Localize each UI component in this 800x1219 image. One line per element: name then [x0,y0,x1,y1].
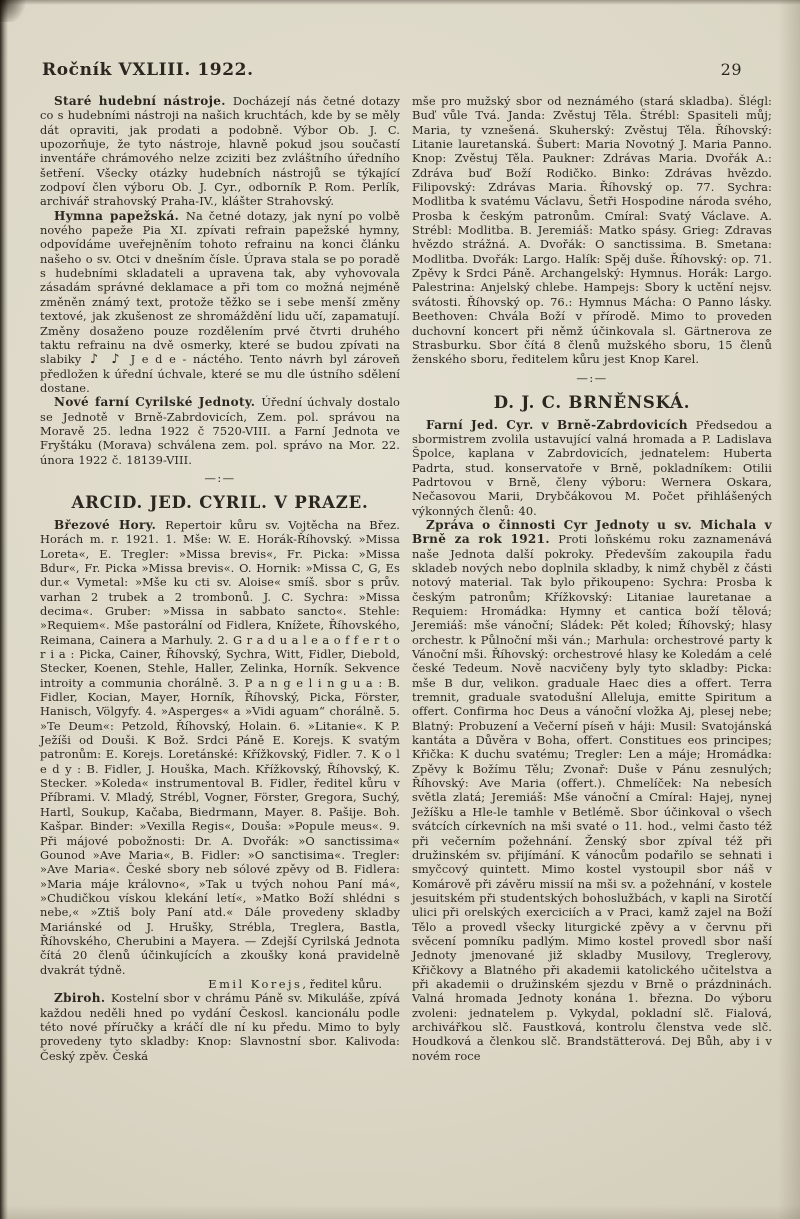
paragraph-lead: Hymna papežská. [54,208,186,223]
eighth-note-icon: ♪ [89,352,101,368]
paragraph: Březové Hory. Repertoir kůru sv. Vojtěcha na Břez. Horách m. r. 1921. 1. Mše: W. E. Horák-Říhovský. »Missa Loreta«, E. Tregler: »Missa brevis«, Fr. Picka: »Missa Bdur«, Fr. Picka »Missa brevis«. O. Hornik: »Missa C, G, Es dur.« Vymetal: »Mše ku cti sv. Aloise« smíš. sbor s prův. varhan 2 trubek a 2 trombonů. J. C. Sychra: »Missa decima«. Gruber: »Missa in sabbato sancto«. Stehle: »Requiem«. Mše pastorální od Fidlera, Knížete, Říhovského, Reimana, Cainera a Marhuly. 2. G r a d u a l e a o f f e r t o r i a : Picka, Cainer, Říhovský, Sychra, Witt, Fidler, Diebold, Stecker, Koenen, Stehle, Haller, Zelinka, Horník. Sekvence introity a communia chorálně. 3. P a n g e l i n g u a : B. Fidler, Kocian, Mayer, Horník, Říhovský, Picka, Förster, Hanisch, Völgyfy. 4. »Asperges« a »Vidi aguam“ chorálně. 5. »Te Deum«: Petzold, Říhovský, Holain. 6. »Litanie«. K P. Ježíši od Douši. K Bož. Srdci Páně E. Korejs. K svatým patronům: E. Korejs. Loretánské: Křížkovský, Fidler. 7. K o l e d y : B. Fidler, J. Houška, Mach. Křížkovský, Říhovský, K. Stecker. »Koleda« instrumentoval B. Fidler, ředitel kůru v Příbrami. V. Mladý, Strébl, Vogner, Förster, Gregora, Suchý, Hartl, Soukup, Kačaba, Biedrmann, Mayer. 8. Pašije. Boh. Kašpar. Binder: »Vexilla Regis«, Douša: »Popule meus«. 9. Při májové pobožnosti: Dr. A. Dvořák: »O sanctissima« Gounod »Ave Maria«, B. Fidler: »O sanctisima«. Tregler: »Ave Maria«. České sbory neb sólové zpěvy od B. Fidlera: »Maria máje královno«, »Tak u tvých nohou Paní má«, »Chudičkou vískou klekání letí«, »Matko Boží shlédni s nebe,« »Ztiš boly Paní atd.« Dále provedeny skladby Mariánské od J. Hrušky, Strébla, Treglera, Bastla, Říhovského, Cherubini a Mayera. — Zdejší Cyrilská Jednota čítá 20 členů účinkujících a zkoušky koná pravidelně dvakrát týdně. [40,517,400,977]
scan-edge-left [0,0,8,1219]
column-right [412,94,772,1063]
paragraph: Hymna papežská. Na četné dotazy, jak nyní po volbě nového papeže Pia XI. zpívati refrain papežské hymny, odpovídáme uveřejněním tohoto refrainu na konci článku našeho o sv. Otci v dnešním čísle. Úprava stala se po poradě s hudebními skladateli a upravena tak, aby vyhovovala zásadám správné deklamace a při tom co možná nejméně změněn známý text, protože těžko se i sebe menší změny textové, jak zkušenost ze shromáždění lidu učí, zapamatují. Změny dosaženo pouze rozdělením prvé čtvrti druhého taktu refrainu na dvě osmerky, které se budou zpívati na slabiky ♪ ♪ J e d e - náctého. Tento návrh byl zároveň předložen k úřední úchvale, které se mu dle ústního sdělení dostane. [40,208,400,395]
eighth-note-icon: ♪ [111,352,123,368]
paragraph: Zpráva o činnosti Cyr Jednoty u sv. Michala v Brně za rok 1921. Proti loňskému roku zaznamenává naše Jednota další pokroky. Především zakoupila řadu skladeb nových nebo doplnila skladby, k nimž chyběl z části notový material. Tak bylo přikoupeno: Sychra: Prosba k českým patronům; Křížkovský: Litaniae lauretanae a Requiem: Hromádka: Hymny et cantica boží tělová; Jeremiáš: mše vánoční; Sládek: Pět koled; Říhovský; hlasy orchestr. k Půlnoční mši ván.; Marhula: orchestrové party k Vánoční mši. Říhovský: orchestrové hlasy ke Koledám a celé české Tedeum. Nově nacvičeny byly tyto skladby: Picka: mše B dur, velikon. graduale Haec dies a offert. Terra tremnit, graduale svatodušní Alleluja, emitte Spiritum a offert. Confirma hoc Deus a vánoční vložka Aj, plesej nebe; Blatný: Probuzení a Večerní píseň v háji: Musil: Svatojánská kantáta a Důvěra v Boha, offert. Constitues eos principes; Křička: K duchu svatému; Tregler: Len a máje; Hromádka: Zpěvy k Božímu Tělu; Zvonař: Duše v Pánu zesnulých; Říhovský: Ave Maria (offert.). Chmelíček: Na nebesích světla zlatá; Jeremiáš: Mše vánoční a Cmíral: Hajej, nynej Ježíšku a Hle-le tamhle v Betlémě. Sbor účinkoval o všech svátcích církevních na mši svaté o 11. hod., velmi často též při večerním požehnání. Ženský sbor zpíval též při družinském sv. přijímání. K vánocům podařilo se sehnati i smyčcový quintett. Mimo kostel vystoupil sbor náš v Komárově při závěru missií na mši sv. a požehnání, v kostele jesuitském při studentských bohoslužbách, v kapli na Sirotčí ulici při orelských exerciciích a v Praci, kamž zajel na Boží Tělo a provedl všecky liturgické zpěvy a v červnu při svěcení pomníku padlým. Mimo kostel provedl sbor naší Jednoty jmenované již skladby Musilovy, Treglerovy, Křičkovy a Blatného při akademii katolického učitelstva a při akademii o družinském sjezdu v Brně o prázdninách. Valná hromada Jednoty konána 1. března. Do výboru zvoleni: jednatelem p. Vykydal, pokladní slč. Fialová, archivářkou slč. Faustková, kontrolu členstva vede slč. Houdková a členkou slč. Brandstätterová. Dej Bůh, aby i v novém roce [412,517,772,1063]
signature-name: Emil Korejs [208,976,303,991]
section-heading: ARCID. JED. CYRIL. V PRAZE. [71,492,369,512]
paragraph: Nové farní Cyrilské Jednoty. Úřední úchvaly dostalo se Jednotě v Brně-Zabrdovicích, Zem. pol. správou na Moravě 25. ledna 1922 č 7520-VIII. a Farní Jednota ve Fryštáku (Morava) schválena zem. pol. správo na Mor. 22. února 1922 č. 18139-VIII. [40,395,400,467]
column-left [40,94,400,1063]
paragraph: mše pro mužský sbor od neznámého (stará skladba). Šlégl: Buď vůle Tvá. Janda: Zvěstuj Těla. Štrébl: Spasiteli můj; Maria, ty vznešená. Skuherský: Zvěstuj Těla. Říhovský: Litanie lauretanská. Šubert: Maria Novotný J. Maria Panno. Knop: Zvěstuj Těla. Paukner: Zdrávas Maria. Dvořák A.: Zdráva buď Boží Rodičko. Binko: Zdrávas hvězdo. Filipovský: Zdrávas Maria. Říhovský op. 77. Sychra: Modlitba k svatému Václavu, Šetři Hospodine národa svého, Prosba k českým patronům. Cmíral: Svatý Václave. A. Strébl: Modlitba. B. Jeremiáš: Matko spásy. Grieg: Zdravas hvězdo strážná. A. Dvořák: O sanctissima. B. Smetana: Modlitba. Dvořák: Largo. Halík: Spěj duše. Říhovský: op. 71. Zpěvy k Srdci Páně. Archangelský: Hymnus. Horák: Largo. Palestrina: Anjelský chlebe. Hampejs: Sbory k uctění nejsv. svátosti. Říhovský op. 76.: Hymnus Mácha: O Panno lásky. Beethoven: Chvála Boží v přírodě. Mimo to proveden duchovní koncert při němž účinkovala sl. Gärtnerova ze Strasburku. Sbor čítá 8 členů mužského sboru, 15 členů ženského sboru, ředitelem kůru jest Knop Karel. [412,94,772,367]
page-number: 29 [720,60,742,79]
paragraph-lead: Nové farní Cyrilské Jednoty. [54,395,262,410]
section-separator: —:— [576,370,608,385]
paragraph-lead: Zpráva o činnosti Cyr Jednoty u sv. Michala v Brně za rok 1921. [412,517,772,547]
paragraph-lead: Březové Hory. [54,517,166,532]
scan-edge-right [778,0,800,1219]
journal-volume-line: Ročník VXLIII. 1922. [42,60,254,80]
signature-line: Emil Korejs, ředitel kůru. [208,976,382,991]
paragraph: Farní Jed. Cyr. v Brně-Zabrdovicích Předsedou a sbormistrem zvolila ustavující valná hromada a P. Ladislava Špolce, kaplana v Zabrdovicích, jednatelem: Huberta Padrta, stud. konservatoře v Brně, pokladníkem: Otilii Padrtovou v Brně, členy výboru: Wernera Oskara, Nečasovou Marii, Drybčákovou M. Počet přihlášených výkonných členů: 40. [412,417,772,518]
paragraph: Zbiroh. Kostelní sbor v chrámu Páně sv. Mikuláše, zpívá každou neděli hned po vydání Českosl. kancionálu podle této nové příručky a kráčí dle ní ku předu. Mimo to byly provedeny tyto skladby: Knop: Slavnostní sbor. Kalivoda: Český zpěv. Česká [40,991,400,1063]
page-header [0,0,800,80]
paragraph-lead: Staré hudební nástroje. [54,94,233,108]
section-heading: D. J. C. BRNĚNSKÁ. [493,392,691,412]
paragraph-lead: Zbiroh. [54,991,111,1006]
section-separator: —:— [204,470,236,485]
scan-edge-top [0,0,800,5]
scan-edge-bottom [0,1205,800,1219]
paragraph-lead: Farní Jed. Cyr. v Brně-Zabrdovicích [426,417,696,432]
scan-corner-blot [0,0,30,22]
paragraph: Staré hudební nástroje. Docházejí nás četné dotazy co s hudebními nástroji na našich kruchtách, kde by se měly dát opraviti, jak prodati a podobně. Výbor Ob. J. C. upozorňuje, že tyto nástroje, hlavně pokud jsou součastí inventáře chrámového nelze zciziti bez zvláštního úředního šetření. Všecky otázky hudebních nástrojů se týkající zodpoví člen výboru Ob. J. Cyr., odborník P. Rom. Perlík, archivář strahovský Praha-IV., klášter Strahovský. [40,94,400,209]
text-columns [0,80,800,1063]
